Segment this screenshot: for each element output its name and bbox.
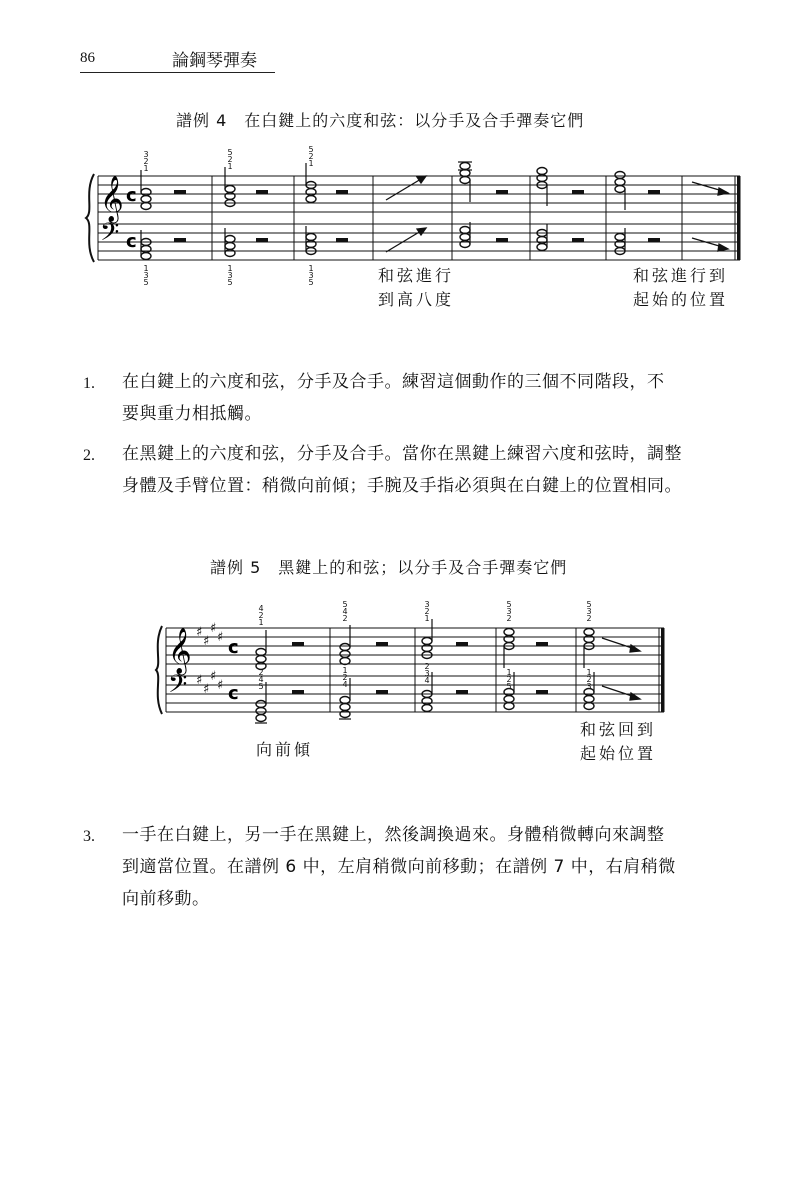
fingering: 5 [586,600,592,609]
svg-text:c: c [228,683,239,704]
svg-text:𝄞: 𝄞 [100,176,124,222]
fingering: 5 [506,600,512,609]
fingering: 2 [258,668,264,677]
example-4-annotation-right: 和弦進行到 起始的位置 [633,266,729,309]
example-5-annotation-right: 和弦回到 起始位置 [580,720,657,763]
fingering: 4 [342,680,348,689]
fingering: 2 [342,614,348,623]
fingering: 5 [143,278,149,287]
fingering: 3 [424,600,430,609]
svg-text:𝄢: 𝄢 [168,670,188,705]
fingering: 3 [586,682,592,691]
svg-text:c: c [126,231,137,252]
fingering: 4 [258,675,264,684]
svg-text:♯: ♯ [196,673,203,688]
fingering: 5 [506,682,512,691]
list-item-number: 3. [83,828,95,845]
fingering: 4 [342,607,348,616]
example-5-annotation-left: 向前傾 [256,740,314,759]
fingering: 5 [227,148,233,157]
fingering: 1 [227,264,233,273]
fingering: 3 [586,607,592,616]
fingering: 3 [308,271,314,280]
fingering: 2 [424,662,430,671]
example-4-score [86,140,750,287]
fingering: 1 [506,668,512,677]
fingering: 2 [506,614,512,623]
fingering: 1 [308,159,314,168]
example-5-score [156,598,672,728]
running-title: 論鋼琴彈奏 [172,51,257,71]
fingering: 2 [586,675,592,684]
fingering: 5 [342,600,348,609]
fingering: 3 [227,271,233,280]
fingering: 5 [308,278,314,287]
list-item-number: 2. [83,447,95,464]
svg-text:♯: ♯ [210,621,217,636]
svg-text:♯: ♯ [203,682,210,697]
fingering: 2 [586,614,592,623]
svg-text:♯: ♯ [203,634,210,649]
fingering: 4 [424,676,430,685]
fingering: 2 [342,673,348,682]
fingering: 2 [308,152,314,161]
fingering: 3 [143,271,149,280]
fingering: 1 [424,614,430,623]
fingering: 5 [258,682,264,691]
fingering: 2 [143,157,149,166]
fingering: 2 [506,675,512,684]
list-item: 在白鍵上的六度和弦，分手及合手。練習這個動作的三個不同階段，不 要與重力相抵觸。 [122,372,665,424]
fingering: 2 [227,155,233,164]
fingering: 2 [258,611,264,620]
example-4-caption: 譜例 4 在白鍵上的六度和弦：以分手及合手彈奏它們 [176,111,585,130]
svg-text:♯: ♯ [217,630,224,645]
svg-text:♯: ♯ [196,625,203,640]
fingering: 1 [258,618,264,627]
fingering: 1 [143,264,149,273]
fingering: 5 [308,145,314,154]
example-4-annotation-left: 和弦進行 到高八度 [378,266,455,309]
svg-text:𝄞: 𝄞 [168,628,192,674]
fingering: 1 [308,264,314,273]
svg-text:♯: ♯ [217,678,224,693]
fingering: 5 [227,278,233,287]
list-item: 一手在白鍵上，另一手在黑鍵上，然後調換過來。身體稍微轉向來調整 到適當位置。在譜例 6 中，左肩稍微向前移動；在譜例 7 中，右肩稍微 向前移動。 [122,825,676,909]
list-item: 在黑鍵上的六度和弦，分手及合手。當你在黑鍵上練習六度和弦時，調整 身體及手臂位置：稍微向前傾；手腕及手指必須與在白鍵上的位置相同。 [122,444,682,496]
fingering: 4 [258,604,264,613]
fingering: 3 [506,607,512,616]
fingering: 1 [586,668,592,677]
svg-text:c: c [126,185,137,206]
svg-text:c: c [228,637,239,658]
fingering: 3 [143,150,149,159]
fingering: 2 [424,607,430,616]
fingering: 1 [342,666,348,675]
example-5-caption: 譜例 5 黑鍵上的和弦；以分手及合手彈奏它們 [210,558,568,577]
page-number: 86 [80,50,95,66]
fingering: 3 [424,669,430,678]
svg-text:𝄢: 𝄢 [100,218,120,253]
list-item-number: 1. [83,375,95,392]
running-header [80,46,275,73]
fingering: 1 [143,164,149,173]
fingering: 1 [227,162,233,171]
svg-text:♯: ♯ [210,669,217,684]
